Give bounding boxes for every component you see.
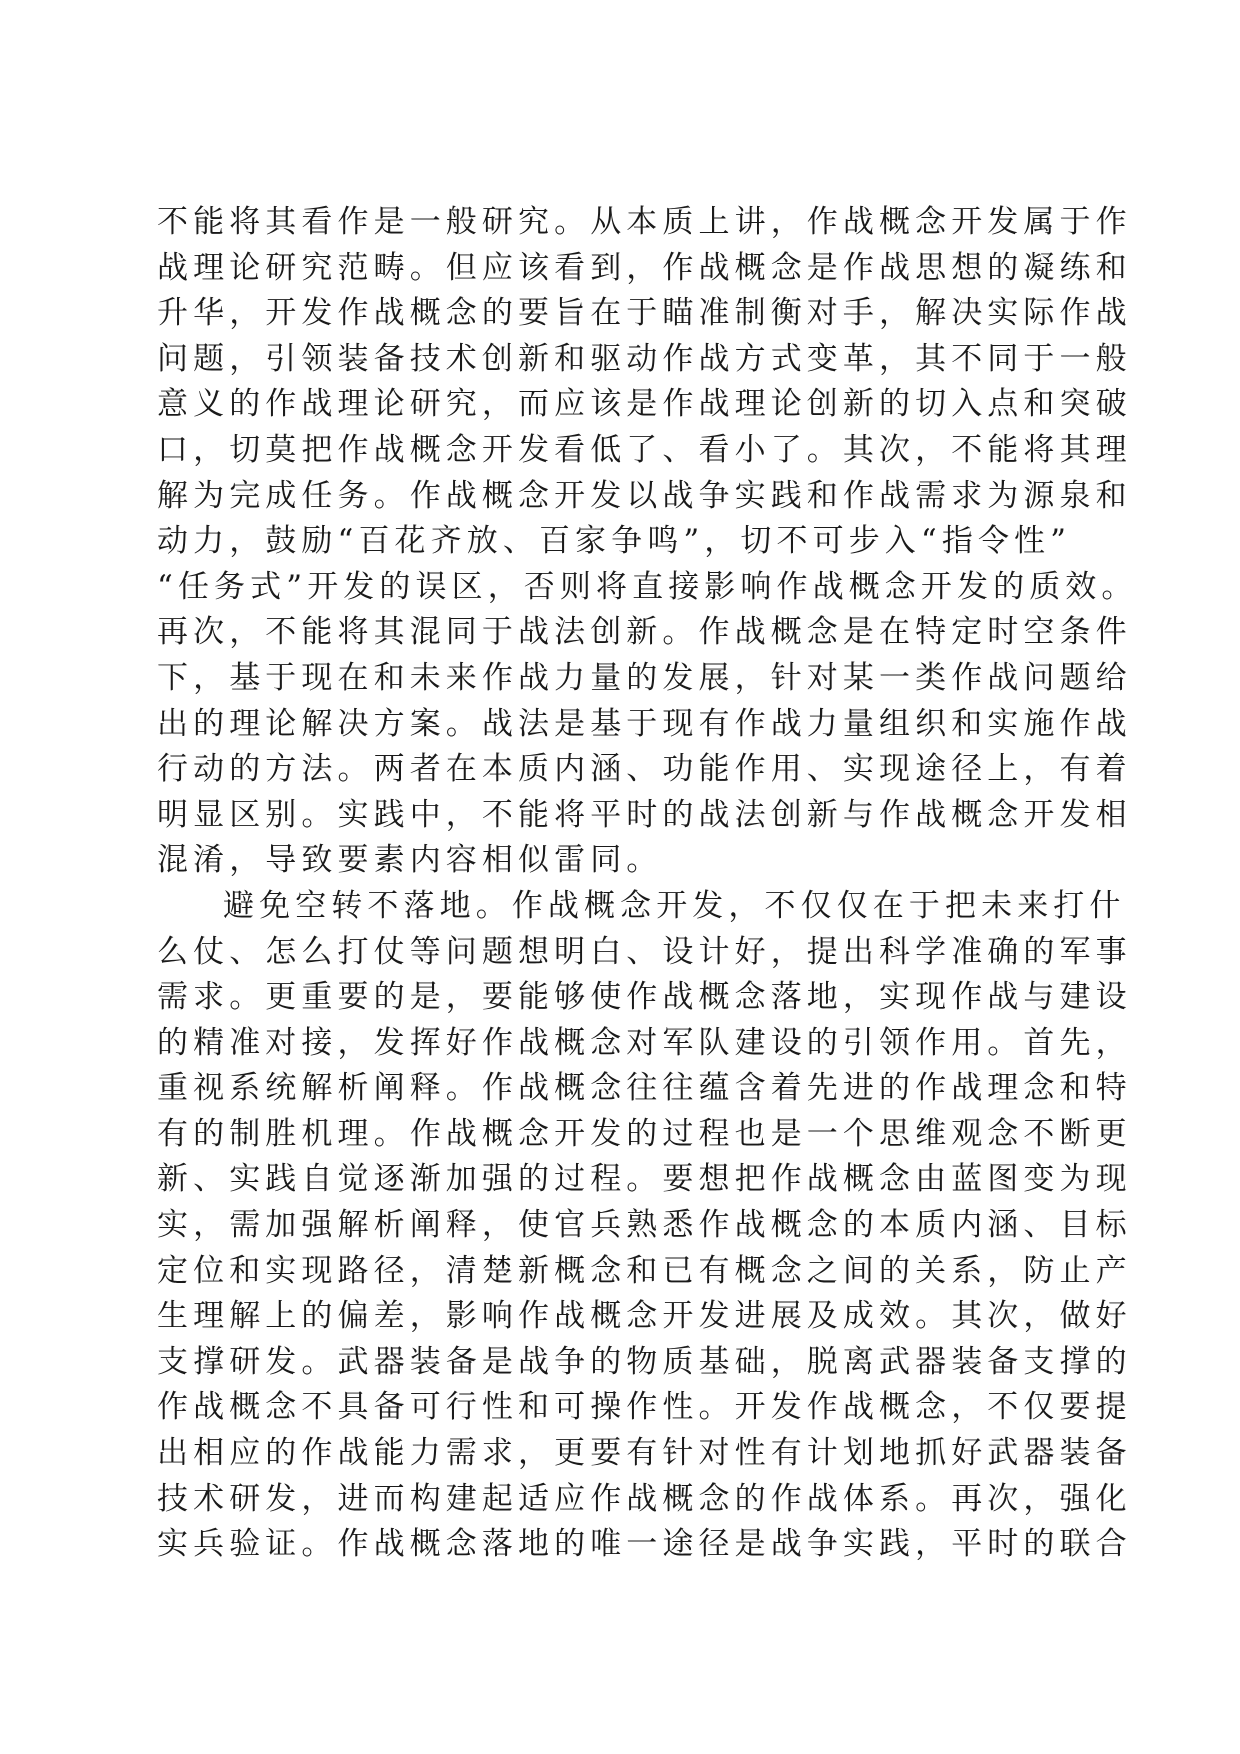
text-line: 出的理论解决方案。战法是基于现有作战力量组织和实施作战: [157, 705, 1132, 742]
text-line: 混淆，导致要素内容相似雷同。: [157, 842, 663, 879]
text-line: 定位和实现路径，清楚新概念和已有概念之间的关系，防止产: [157, 1252, 1132, 1289]
text-line: 生理解上的偏差，影响作战概念开发进展及成效。其次，做好: [157, 1298, 1132, 1335]
text-line: 重视系统解析阐释。作战概念往往蕴含着先进的作战理念和特: [157, 1070, 1132, 1107]
body-text: [157, 200, 1138, 1568]
text-line: 战理论研究范畴。但应该看到，作战概念是作战思想的凝练和: [157, 249, 1132, 286]
text-line: 动力，鼓励“百花齐放、百家争鸣”，切不可步入“指令性”: [157, 523, 1072, 560]
text-line: 需求。更重要的是，要能够使作战概念落地，实现作战与建设: [157, 979, 1132, 1016]
text-line: 作战概念不具备可行性和可操作性。开发作战概念，不仅要提: [157, 1389, 1132, 1426]
text-line: 行动的方法。两者在本质内涵、功能作用、实现途径上，有着: [157, 751, 1132, 788]
text-line: 升华，开发作战概念的要旨在于瞄准制衡对手，解决实际作战: [157, 295, 1132, 332]
text-line: 实，需加强解析阐释，使官兵熟悉作战概念的本质内涵、目标: [157, 1207, 1132, 1244]
text-line: 意义的作战理论研究，而应该是作战理论创新的切入点和突破: [157, 386, 1132, 423]
paragraph-start-line: 避免空转不落地。作战概念开发，不仅仅在于把未来打什: [223, 887, 1126, 924]
text-line: 明显区别。实践中，不能将平时的战法创新与作战概念开发相: [157, 796, 1132, 833]
text-line: 支撑研发。武器装备是战争的物质基础，脱离武器装备支撑的: [157, 1343, 1132, 1380]
text-line: 不能将其看作是一般研究。从本质上讲，作战概念开发属于作: [157, 204, 1132, 240]
text-line: 出相应的作战能力需求，更要有针对性有计划地抓好武器装备: [157, 1435, 1132, 1472]
text-line: 解为完成任务。作战概念开发以战争实践和作战需求为源泉和: [157, 477, 1132, 514]
text-line: 么仗、怎么打仗等问题想明白、设计好，提出科学准确的军事: [157, 933, 1132, 970]
text-line: 下，基于现在和未来作战力量的发展，针对某一类作战问题给: [157, 659, 1132, 696]
text-line: 实兵验证。作战概念落地的唯一途径是战争实践，平时的联合: [157, 1526, 1132, 1563]
text-line: 口，切莫把作战概念开发看低了、看小了。其次，不能将其理: [157, 431, 1132, 468]
text-line: “任务式”开发的误区，否则将直接影响作战概念开发的质效。: [157, 568, 1138, 605]
text-line: 有的制胜机理。作战概念开发的过程也是一个思维观念不断更: [157, 1115, 1132, 1152]
text-line: 问题，引领装备技术创新和驱动作战方式变革，其不同于一般: [157, 340, 1132, 377]
text-line: 再次，不能将其混同于战法创新。作战概念是在特定时空条件: [157, 614, 1132, 651]
text-line: 新、实践自觉逐渐加强的过程。要想把作战概念由蓝图变为现: [157, 1161, 1132, 1198]
text-line: 技术研发，进而构建起适应作战概念的作战体系。再次，强化: [157, 1480, 1132, 1517]
text-line: 的精准对接，发挥好作战概念对军队建设的引领作用。首先，: [157, 1024, 1132, 1061]
